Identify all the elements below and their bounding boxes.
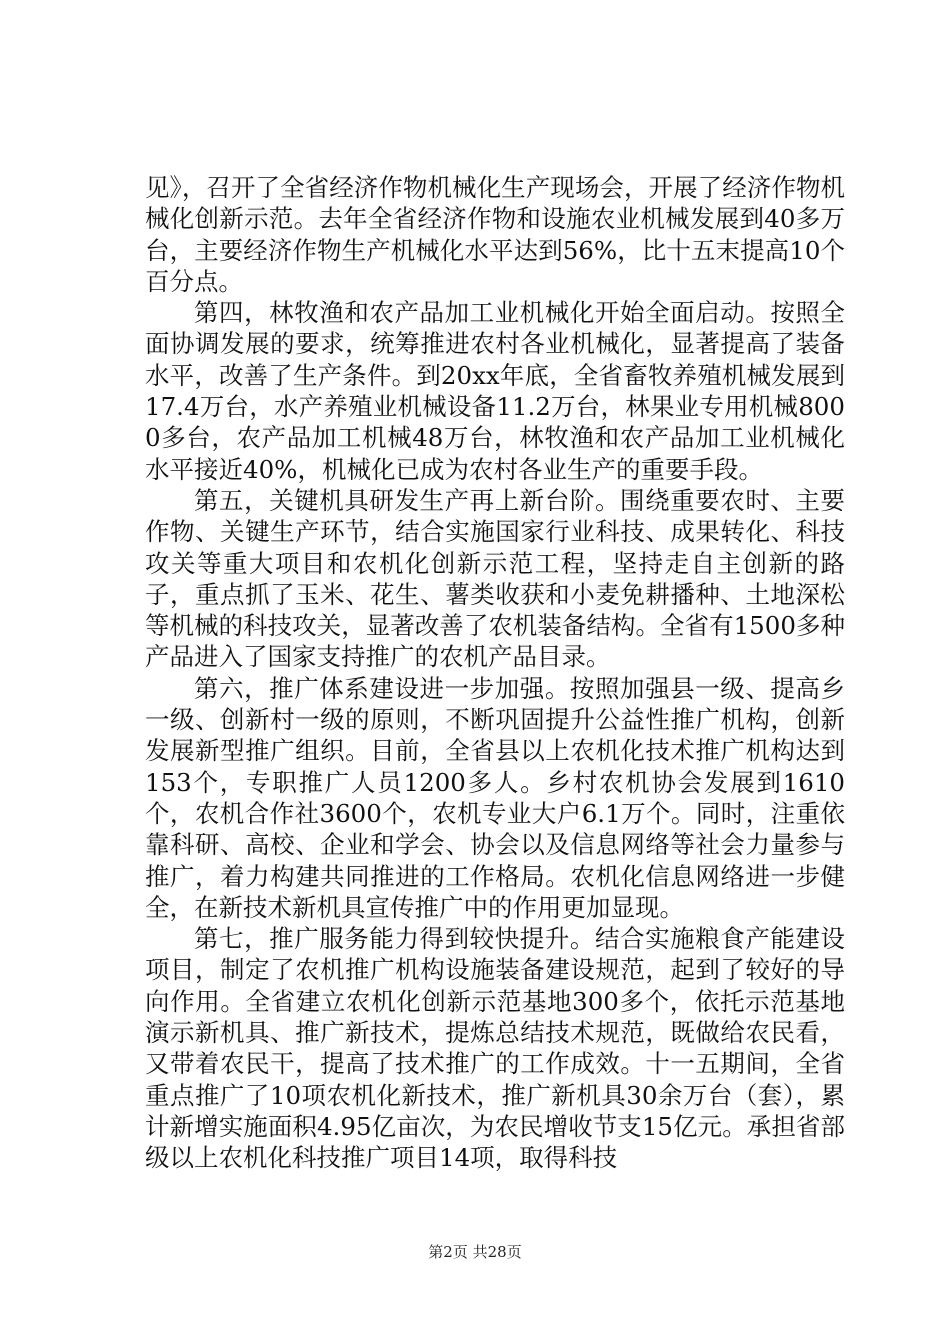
paragraph-continued: 见》，召开了全省经济作物机械化生产现场会，开展了经济作物机械化创新示范。去年全省经济作物和设施农业机械发展到40多万台，主要经济作物生产机械化水平达到56%，比十五末提高10个百分点。 [145, 173, 845, 296]
paragraph-fourth: 第四，林牧渔和农产品加工业机械化开始全面启动。按照全面协调发展的要求，统筹推进农村各业机械化，显著提高了装备水平，改善了生产条件。到20xx年底，全省畜牧养殖机械发展到17.4万台，水产养殖业机械设备11.2万台，林果业专用机械8000多台，农产品加工机械48万台，林牧渔和农产品加工业机械化水平接近40%，机械化已成为农村各业生产的重要手段。 [145, 298, 845, 484]
page-number-footer: 第2页 共28页 [428, 1243, 522, 1261]
paragraph-fifth: 第五，关键机具研发生产再上新台阶。围绕重要农时、主要作物、关键生产环节，结合实施国家行业科技、成果转化、科技攻关等重大项目和农机化创新示范工程，坚持走自主创新的路子，重点抓了玉米、花生、薯类收获和小麦免耕播种、土地深松等机械的科技攻关，显著改善了农机装备结构。全省有1500多种产品进入了国家支持推广的农机产品目录。 [145, 485, 845, 672]
paragraph-seventh: 第七，推广服务能力得到较快提升。结合实施粮食产能建设项目，制定了农机推广机构设施装备建设规范，起到了较好的导向作用。全省建立农机化创新示范基地300多个，依托示范基地演示新机具、推广新技术，提炼总结技术规范，既做给农民看，又带着农民干，提高了技术推广的工作成效。十一五期间，全省重点推广了10项农机化新技术，推广新机具30余万台（套），累计新增实施面积4.95亿亩次，为农民增收节支15亿元。承担省部级以上农机化科技推广项目14项，取得科技 [145, 924, 845, 1173]
document-body [145, 172, 845, 1174]
paragraph-sixth: 第六，推广体系建设进一步加强。按照加强县一级、提高乡一级、创新村一级的原则，不断巩固提升公益性推广机构，创新发展新型推广组织。目前，全省县以上农机化技术推广机构达到153个，专职推广人员1200多人。乡村农机协会发展到1610个，农机合作社3600个，农机专业大户6.1万个。同时，注重依靠科研、高校、企业和学会、协会以及信息网络等社会力量参与推广，着力构建共同推进的工作格局。农机化信息网络进一步健全，在新技术新机具宣传推广中的作用更加显现。 [145, 673, 845, 922]
